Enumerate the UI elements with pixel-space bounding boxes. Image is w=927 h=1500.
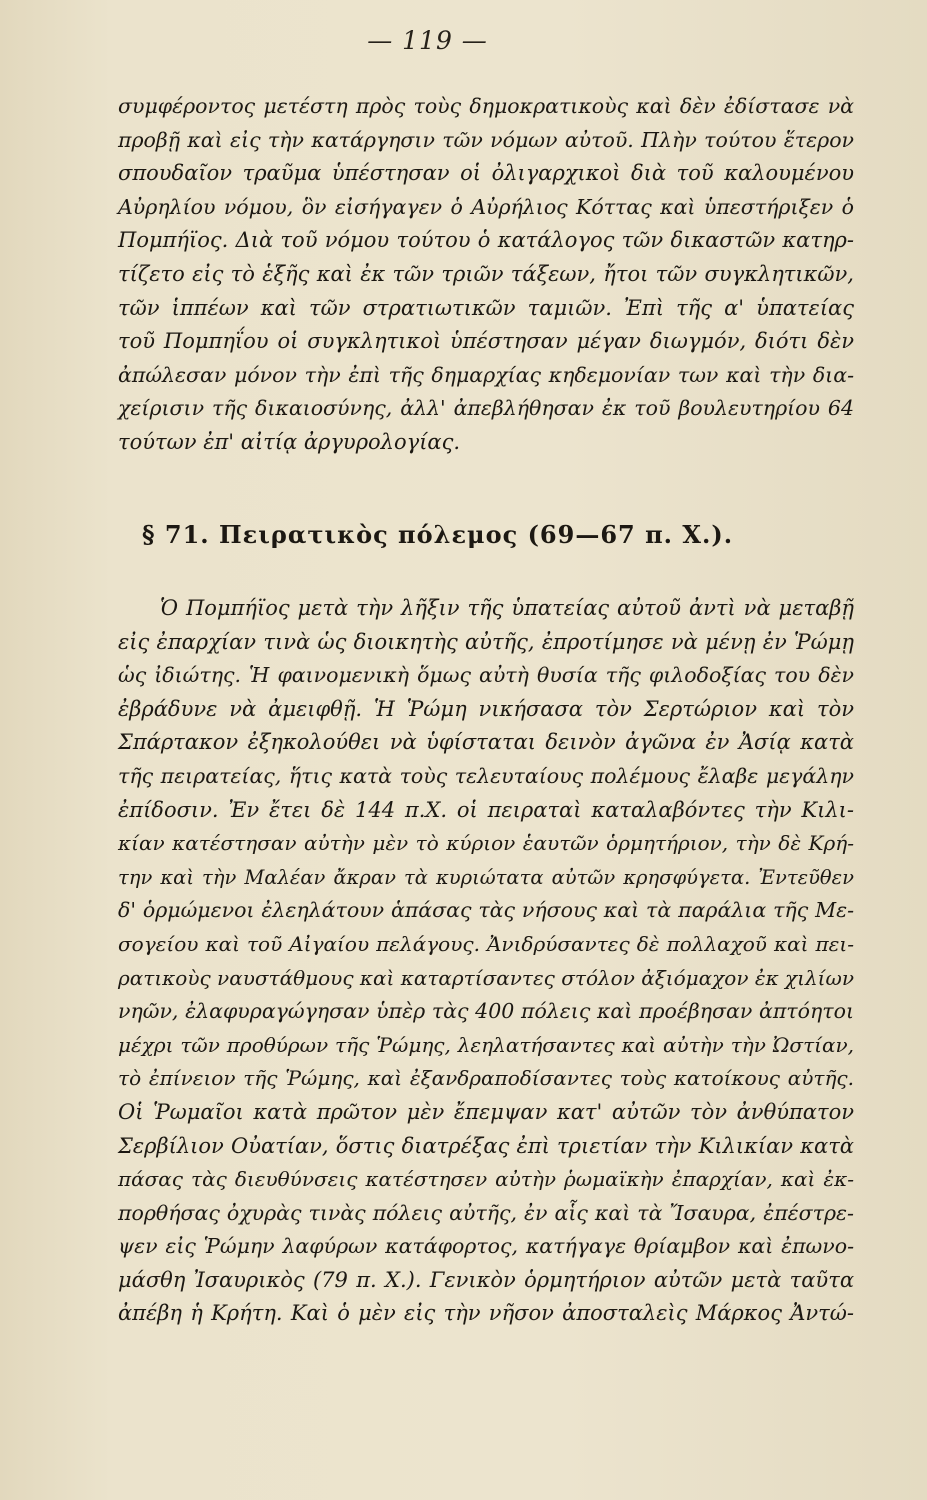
text-line: πορθήσας ὀχυρὰς τινὰς πόλεις αὐτῆς, ἐν αἷς καὶ τὰ Ἴσαυρα, ἐπέστρε- bbox=[118, 1200, 854, 1225]
text-line: πάσας τὰς διευθύνσεις κατέστησεν αὐτὴν ῥωμαϊκὴν ἐπαρχίαν, καὶ ἐκ- bbox=[118, 1167, 854, 1192]
main-paragraph bbox=[118, 592, 854, 1331]
text-line: Αὐρηλίου νόμου, ὃν εἰσήγαγεν ὁ Αὐρήλιος Κόττας καὶ ὑπεστήριξεν ὁ bbox=[118, 194, 854, 219]
page-number: — 119 — bbox=[367, 26, 488, 55]
text-line: μάσθη Ἰσαυρικὸς (79 π. Χ.). Γενικὸν ὁρμητήριον αὐτῶν μετὰ ταῦτα bbox=[118, 1267, 854, 1292]
text-line: Ὁ Πομπήϊος μετὰ τὴν λῆξιν τῆς ὑπατείας αὐτοῦ ἀντὶ νὰ μεταβῇ bbox=[160, 596, 854, 620]
text-line: Πομπήϊος. Διὰ τοῦ νόμου τούτου ὁ κατάλογος τῶν δικαστῶν κατηρ- bbox=[118, 228, 854, 253]
text-line: Σπάρτακον ἐξηκολούθει νὰ ὑφίσταται δεινὸν ἀγῶνα ἐν Ἀσίᾳ κατὰ bbox=[118, 730, 854, 755]
text-line: τούτων ἐπ' αἰτίᾳ ἀργυρολογίας. bbox=[118, 429, 461, 454]
section-heading: § 71. Πειρατικὸς πόλεμος (69—67 π. Χ.). bbox=[142, 520, 734, 549]
text-line: τῆς πειρατείας, ἥτις κατὰ τοὺς τελευταίους πολέμους ἔλαβε μεγάλην bbox=[118, 763, 854, 788]
text-line: χείρισιν τῆς δικαιοσύνης, ἀλλ' ἀπεβλήθησαν ἐκ τοῦ βουλευτηρίου 64 bbox=[118, 396, 854, 421]
text-line: Σερβίλιον Οὐατίαν, ὅστις διατρέξας ἐπὶ τριετίαν τὴν Κιλικίαν κατὰ bbox=[118, 1133, 854, 1158]
text-line: τίζετο εἰς τὸ ἑξῆς καὶ ἐκ τῶν τριῶν τάξεων, ἤτοι τῶν συγκλητικῶν, bbox=[118, 261, 854, 286]
text-line: εἰς ἐπαρχίαν τινὰ ὡς διοικητὴς αὐτῆς, ἐπροτίμησε νὰ μένῃ ἐν Ῥώμῃ bbox=[118, 629, 854, 654]
text-line: δ' ὁρμώμενοι ἐλεηλάτουν ἁπάσας τὰς νήσους καὶ τὰ παράλια τῆς Με- bbox=[118, 898, 854, 923]
text-line: συμφέροντος μετέστη πρὸς τοὺς δημοκρατικοὺς καὶ δὲν ἐδίστασε νὰ bbox=[118, 94, 854, 118]
text-line: κίαν κατέστησαν αὐτὴν μὲν τὸ κύριον ἑαυτῶν ὁρμητήριον, τὴν δὲ Κρή- bbox=[118, 831, 854, 856]
text-line: ἀπέβη ἡ Κρήτη. Καὶ ὁ μὲν εἰς τὴν νῆσον ἀποσταλεὶς Μάρκος Ἀντώ- bbox=[118, 1301, 854, 1326]
text-line: ἐβράδυνε νὰ ἀμειφθῇ. Ἡ Ῥώμη νικήσασα τὸν Σερτώριον καὶ τὸν bbox=[118, 696, 854, 721]
text-line: ἀπώλεσαν μόνον τὴν ἐπὶ τῆς δημαρχίας κηδεμονίαν των καὶ τὴν δια- bbox=[118, 362, 854, 387]
text-line: ρατικοὺς ναυστάθμους καὶ καταρτίσαντες στόλον ἀξιόμαχον ἐκ χιλίων bbox=[118, 965, 854, 990]
text-line: τὸ ἐπίνειον τῆς Ῥώμης, καὶ ἐξανδραποδίσαντες τοὺς κατοίκους αὐτῆς. bbox=[118, 1066, 854, 1091]
text-line: μέχρι τῶν προθύρων τῆς Ῥώμης, λεηλατήσαντες καὶ αὐτὴν τὴν Ὠστίαν, bbox=[118, 1032, 854, 1057]
text-line: την καὶ τὴν Μαλέαν ἄκραν τὰ κυριώτατα αὐτῶν κρησφύγετα. Ἐντεῦθεν bbox=[118, 865, 854, 889]
top-paragraph bbox=[118, 90, 854, 460]
text-line: νηῶν, ἐλαφυραγώγησαν ὑπὲρ τὰς 400 πόλεις καὶ προέβησαν ἀπτόητοι bbox=[118, 999, 854, 1024]
text-line: ὡς ἰδιώτης. Ἡ φαινομενικὴ ὅμως αὐτὴ θυσία τῆς φιλοδοξίας του δὲν bbox=[118, 663, 854, 688]
text-line: σπουδαῖον τραῦμα ὑπέστησαν οἱ ὀλιγαρχικοὶ διὰ τοῦ καλουμένου bbox=[118, 161, 854, 186]
text-line: τοῦ Πομπηΐου οἱ συγκλητικοὶ ὑπέστησαν μέγαν διωγμόν, διότι δὲν bbox=[118, 329, 854, 354]
text-line: τῶν ἱππέων καὶ τῶν στρατιωτικῶν ταμιῶν. Ἐπὶ τῆς α' ὑπατείας bbox=[118, 295, 854, 320]
text-line: σογείου καὶ τοῦ Αἰγαίου πελάγους. Ἀνιδρύσαντες δὲ πολλαχοῦ καὶ πει- bbox=[118, 931, 854, 956]
text-line: προβῇ καὶ εἰς τὴν κατάργησιν τῶν νόμων αὐτοῦ. Πλὴν τούτου ἕτερον bbox=[118, 127, 854, 152]
text-line: ἐπίδοσιν. Ἐν ἔτει δὲ 144 π.Χ. οἱ πειραταὶ καταλαβόντες τὴν Κιλι- bbox=[118, 797, 854, 822]
text-line: Οἱ Ῥωμαῖοι κατὰ πρῶτον μὲν ἔπεμψαν κατ' αὐτῶν τὸν ἀνθύπατον bbox=[118, 1099, 854, 1124]
text-line: ψεν εἰς Ῥώμην λαφύρων κατάφορτος, κατήγαγε θρίαμβον καὶ ἐπωνο- bbox=[118, 1234, 854, 1259]
